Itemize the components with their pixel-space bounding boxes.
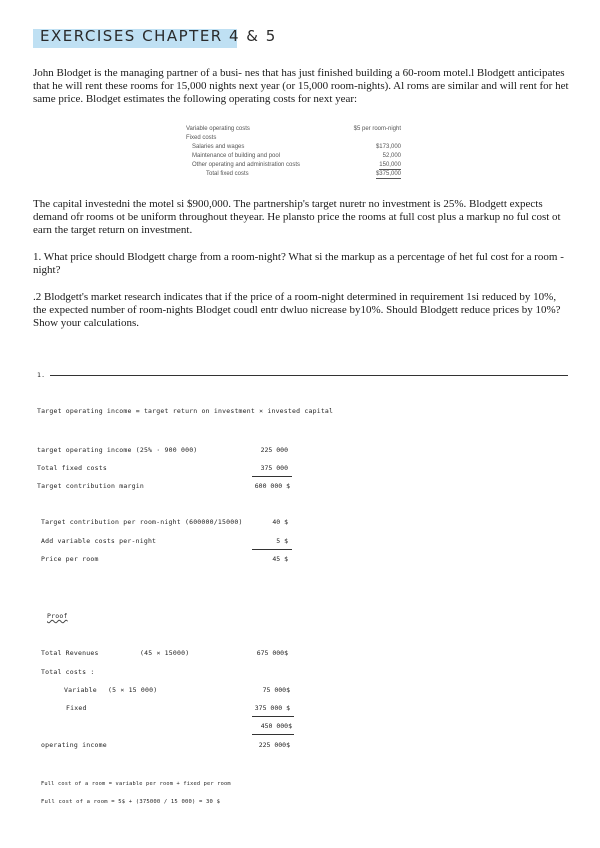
answer-number: 1.	[37, 371, 46, 379]
revenues-label: Total Revenues	[41, 649, 99, 657]
per-room-value: 5 $	[276, 537, 288, 545]
cost-row	[186, 125, 401, 134]
cost-value: 52,000	[382, 153, 401, 159]
problem-paragraph-2: The capital investedni the motel si $900,000. The partnership's target nuretr no investment is 25%. Blodgett expects demand ofr rooms ot be uniform throughout theyear. He plansto price the rooms at full cost plus a markup no ful cost ot earn the target return on investment.	[33, 198, 561, 236]
operating-value: 225 000$	[258, 741, 290, 749]
cost-label: Salaries and wages	[192, 144, 245, 150]
calc-label: Target contribution margin	[37, 482, 144, 490]
revenues-calc: (45 × 15000)	[140, 649, 190, 657]
cost-table	[186, 125, 401, 179]
variable-value: 75 000$	[262, 686, 290, 694]
calc-value: 375 000	[260, 464, 288, 472]
question-1: 1. What price should Blodgett charge from a room-night? What si the markup as a percentage of het ful cost for a room -night?	[33, 251, 564, 276]
cost-label: Maintenance of building and pool	[192, 153, 281, 159]
per-room-label: Target contribution per room-night (600000/15000)	[41, 518, 243, 526]
cost-label: Variable operating costs	[186, 126, 250, 132]
cost-label: Total fixed costs	[206, 171, 249, 177]
sum-line	[252, 734, 294, 735]
costs-label: Total costs :	[41, 668, 95, 676]
calc-label: Total fixed costs	[37, 464, 107, 472]
revenues-value: 675 000$	[256, 649, 288, 657]
variable-label: Variable	[64, 686, 97, 694]
cost-row	[186, 134, 401, 143]
full-cost-calculation: Full cost of a room = 5$ + (375000 / 15 000) = 30 $	[41, 799, 221, 805]
calc-value: 225 000	[260, 446, 288, 454]
cost-value: $5 per room-night	[353, 126, 401, 132]
fixed-label: Fixed	[66, 704, 87, 712]
per-room-value: 45 $	[272, 555, 288, 563]
calc-value: 600 000 $	[254, 482, 290, 490]
total-costs-value: 450 000$	[260, 722, 292, 730]
calc-label: target operating income (25% · 900 000)	[37, 446, 198, 454]
proof-title: Proof	[47, 612, 68, 620]
problem-intro: John Blodget is the managing partner of a busi- nes that has just finished building a 60-room motel.l Blodgett anticipates that he will rent these rooms for 15,000 nights next year (or 15,000 room-nights). Al roms are similar and will rent for het same price. Blodget estimates the following operating costs for next year:	[33, 67, 569, 105]
sum-line	[252, 476, 292, 477]
per-room-label: Add variable costs per-night	[41, 537, 157, 545]
cost-value: 150,000	[379, 162, 401, 168]
cost-row	[186, 152, 401, 161]
formula-line: Target operating income = target return on investment × invested capital	[37, 407, 334, 415]
cost-row	[186, 170, 401, 179]
answer-line	[50, 375, 568, 376]
cost-row	[186, 161, 401, 170]
cost-label: Fixed costs	[186, 135, 217, 141]
page-title: EXERCISES CHAPTER 4 & 5	[40, 27, 277, 45]
cost-label: Other operating and administration costs	[192, 162, 301, 168]
per-room-label: Price per room	[41, 555, 99, 563]
question-2: .2 Blodgett's market research indicates that if the price of a room-night determined in requirement 1si reduced by 10%, the expected number of room-nights Blodget coudl entr dwluo nicrease by10%. Should Blodgett reduce prices by 10%? Show your calculations.	[33, 291, 561, 329]
operating-label: operating income	[41, 741, 107, 749]
cost-row	[186, 143, 401, 152]
per-room-value: 40 $	[272, 518, 288, 526]
cost-value: $375,000	[375, 171, 401, 177]
fixed-value: 375 000 $	[254, 704, 290, 712]
variable-calc: (5 × 15 000)	[108, 686, 158, 694]
sum-line	[252, 716, 294, 717]
sum-line	[252, 549, 292, 550]
full-cost-definition: Full cost of a room = variable per room + fixed per room	[41, 781, 231, 787]
cost-value: $173,000	[375, 144, 401, 150]
